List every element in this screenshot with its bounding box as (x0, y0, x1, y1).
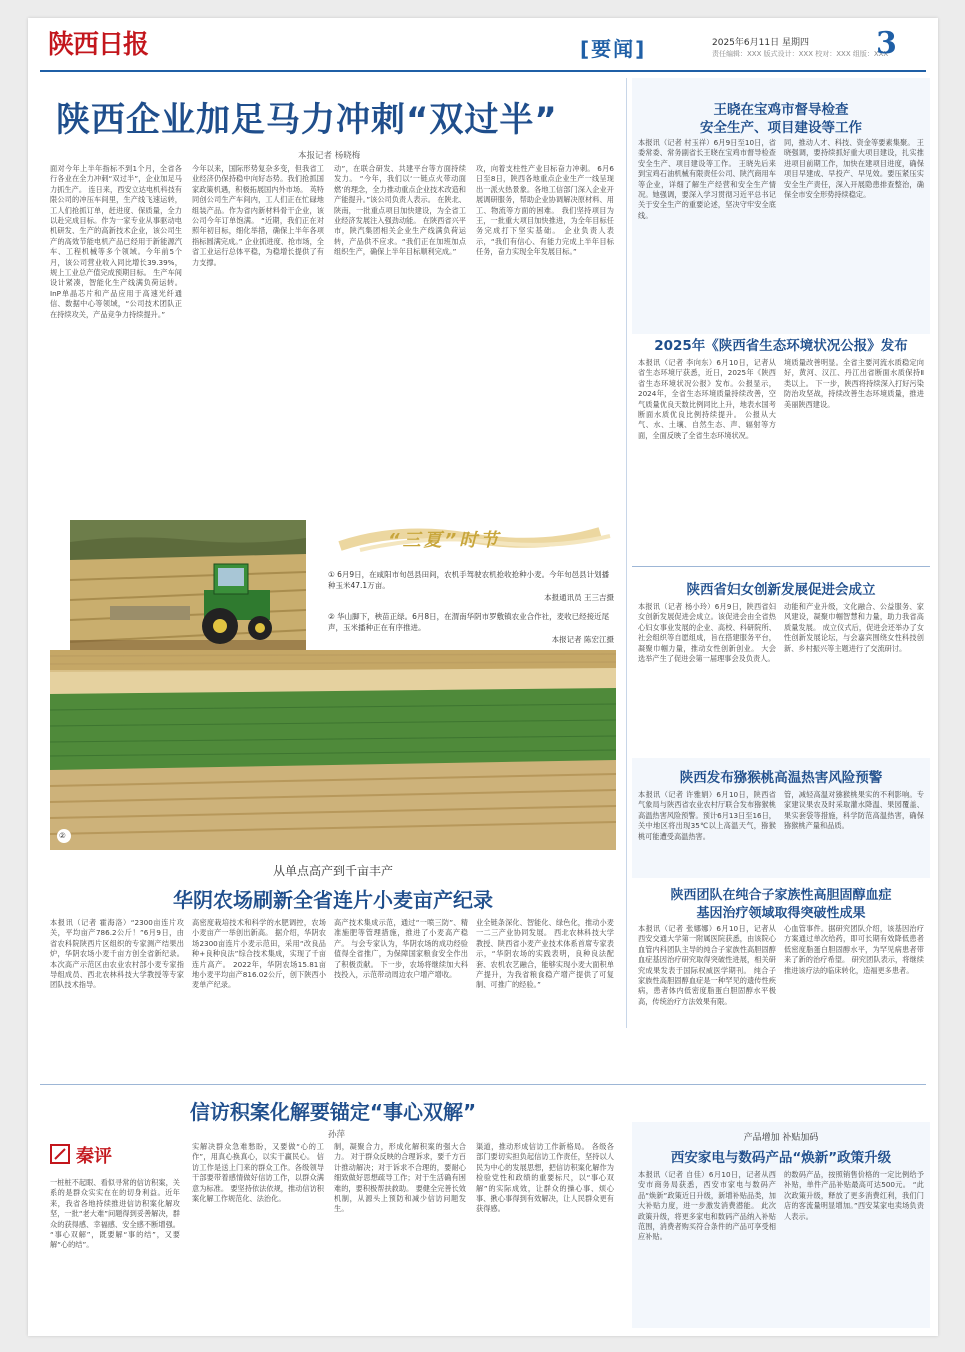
commentary-column-4: 渠道，推动形成信访工作新格局。 各级各部门要切实担负起信访工作责任，坚持以人民为中心的发展思想，把信访积案化解作为检验党性和政绩的重要标尺，以“事心双解”的实际成效，让群众的操心事、烦心事、揪心事得到有效解决，让人民群众更有获得感。 (476, 1142, 614, 1214)
story4-column-2: 管，减轻高温对猕猴桃果实的不利影响。专家建议果农及时采取灌水降温、果园覆盖、果实套袋等措施，科学防范高温热害，确保猕猴桃产量和品质。 (784, 790, 924, 831)
photo-credit-2: 本报记者 陈宏江摄 (551, 635, 614, 644)
story5-headline-2: 基因治疗领域取得突破性成果 (696, 906, 866, 921)
story2-headline: 2025年《陕西省生态环境状况公报》发布 (654, 338, 908, 354)
commentary-column-label (50, 1142, 130, 1168)
sanxia-banner: “三夏”时节 (388, 530, 502, 551)
story1-column-1: 本报讯（记者 村玉祥）6月9日至10日，省委常委、常务副省长王晓在宝鸡市督导检查安全生产、项目建设等工作。 王晓先后来到宝鸡石油机械有限责任公司、陕汽商用车等企业，详细了解生产经营和安全生产情况。她强调，要深入学习贯彻习近平总书记关于安全生产的重要论述，坚决守牢安全底线。 (638, 138, 776, 220)
story3-column-2: 动能和产业升级，文化融合、公益服务、家风建设，凝聚巾帼智慧和力量，助力我省高质量发展。 成立仪式后，促进会还举办了女性创新发展论坛，与会嘉宾围绕女性科技创新、乡村振兴等主题进行了交流研讨。 (784, 602, 924, 653)
huayin-headline: 华阴农场刷新全省连片小麦亩产纪录 (173, 888, 493, 912)
story6-headline: 西安家电与数码产品“焕新”政策升级 (670, 1150, 892, 1166)
story6-column-2: 的数码产品，按照销售价格的一定比例给予补贴，单件产品补贴最高可达500元。 “此次政策升级，释放了更多消费红利，我们门店的客流量明显增加。”西安某家电卖场负责人表示。 (784, 1170, 924, 1221)
photo-credit-1: 本报通讯员 王三吉摄 (544, 593, 614, 602)
lead-column-3: 动”，在联合研发、共建平台等方面持续发力。 “今年，我们以‘一链点火带动面燃’的理念，全力推动重点企业技术改造和产能提升。”该公司负责人表示。 在陕北、陕南，一批重点项目加快建设，为全省工业经济发展注入强劲动能。 在陕西省兴平市，陕汽集团相关企业生产线满负荷运转，产品供不应求。“我们正在加班加点组织生产，确保上半年目标顺利完成。” (334, 164, 466, 257)
commentary-author: 孙萍 (328, 1130, 346, 1140)
fields-aerial-image (50, 650, 616, 850)
commentary-column-3: 制，凝聚合力，形成化解积案的强大合力。 对于群众反映的合理诉求，要千方百计推动解决；对于诉求不合理的，要耐心细致做好思想疏导工作；对于生活确有困难的，要积极帮扶救助。 要健全完善长效机制，从源头上预防和减少信访问题发生。 (334, 1142, 466, 1214)
story5-headline-1: 陕西团队在纯合子家族性高胆固醇血症 (670, 888, 892, 903)
huayin-column-4: 业全链条深化、智能化、绿色化，推动小麦一二三产业协同发展。 西北农林科技大学教授、陕西省小麦产业技术体系首席专家表示，“华阴农场的实践表明，良种良法配套、农机农艺融合，能够实现小麦大面积单产提升，为我省粮食稳产增产提供了可复制、可推广的经验。” (476, 918, 614, 990)
photo-caption-1: ① 6月9日，在咸阳市旬邑县田间，农机手驾驶农机抢收抢种小麦。今年旬邑县计划播种玉米47.1万亩。 (328, 570, 610, 590)
newspaper-page (28, 18, 938, 1336)
section-label: [要闻] (580, 37, 647, 61)
pen-icon (50, 1144, 70, 1164)
story3-column-1: 本报讯（记者 杨小玲）6月9日，陕西省妇女创新发展促进会成立。该促进会由全省热心妇女事业发展的企业、高校、科研院所、社会组织等自愿组成，旨在搭建服务平台，凝聚巾帼力量，推动女性创新创业。 大会选举产生了促进会第一届理事会及负责人。 (638, 602, 776, 664)
story6-column-1: 本报讯（记者 自佳）6月10日，记者从西安市商务局获悉，西安市家电与数码产品“焕新”政策近日升级，新增补贴品类，加大补贴力度，进一步激发消费潜能。 此次政策升级，将更多家电和数码产品纳入补贴范围，消费者购买符合条件的产品可享受相应补贴。 (638, 1170, 776, 1242)
commentary-column-1: 一桩桩不起眼、看似寻常的信访积案，关系的是群众实实在在的切身利益。近年来，我省各地持续推进信访积案化解攻坚，一批“老大难”问题得到妥善解决，群众的获得感、幸福感、安全感不断增强。 “事心双解”，既要解“事的结”，又要解“心的结”。 (50, 1178, 180, 1250)
story4-headline: 陕西发布猕猴桃高温热害风险预警 (679, 770, 883, 786)
photo-caption-2: ② 华山脚下，秧苗正绿。6月8日，在渭南华阴市罗敷镇农业合作社，麦收已经接近尾声，玉米播种正在有序推进。 (328, 612, 610, 632)
rule (632, 566, 930, 567)
story6-tag: 产品增加 补贴加码 (743, 1133, 819, 1143)
commentary-headline: 信访积案化解要锚定“事心双解” (189, 1100, 477, 1124)
lead-headline: 陕西企业加足马力冲刺“双过半” (56, 100, 558, 140)
lead-column-2: 今年以来，国际形势复杂多变，但我省工业经济仍保持稳中向好态势。我们抢抓国家政策机遇，积极拓展国内外市场。 英特同创公司生产车间内，工人们正在忙碌地组装产品。作为省内新材料骨干企业，该公司今年订单饱满。 “近期，我们正在对照年初目标，细化举措，确保上半年各项指标圆满完成。” 企业抓进度、抢市场，全省工业运行总体平稳，为稳增长提供了有力支撑。 (192, 164, 324, 267)
commentary-column-2: 实解决群众急难愁盼，又要做“心的工作”，用真心换真心，以实干赢民心。 信访工作是送上门来的群众工作。各级领导干部要带着感情做好信访工作，以群众满意为标准。 要坚持依法依规，推动信访积案化解工作规范化、法治化。 (192, 1142, 324, 1204)
masthead-rule (40, 70, 926, 72)
story1-headline-1: 王晓在宝鸡市督导检查 (713, 102, 849, 118)
page-number: 3 (876, 26, 897, 61)
story2-column-1: 本报讯（记者 李向东）6月10日，记者从省生态环境厅获悉，近日，2025年《陕西省生态环境状况公报》发布。公报显示，2024年，全省生态环境质量持续改善，空气质量优良天数比例同比上升，地表水国考断面水质优良比例持续提升。 公报从大气、水、土壤、自然生态、声、辐射等方面，全面反映了全省生态环境状况。 (638, 358, 776, 440)
story2-column-2: 境质量改善明显。全省主要河流水质稳定向好，黄河、汉江、丹江出省断面水质保持Ⅱ类以上。 下一步，陕西将持续深入打好污染防治攻坚战，持续改善生态环境质量，推进美丽陕西建设。 (784, 358, 924, 409)
masthead-logo: 陕西日报 (48, 30, 149, 60)
story5-column-1: 本报讯（记者 张娜娜）6月10日，记者从西安交通大学第一附属医院获悉，由该院心血管内科团队主导的纯合子家族性高胆固醇血症基因治疗研究取得突破性进展，相关研究成果发表于国际权威医学期刊。 纯合子家族性高胆固醇血症是一种罕见的遗传性疾病，患者体内低密度脂蛋白胆固醇水平极高，传统治疗方法效果有限。 (638, 924, 776, 1006)
story1-headline-2: 安全生产、项目建设等工作 (700, 120, 862, 136)
story4-column-1: 本报讯（记者 许雅娟）6月10日，陕西省气象局与陕西省农业农村厅联合发布猕猴桃高温热害风险预警。预计6月13日至16日，关中地区将出现35℃以上高温天气，猕猴桃可能遭受高温热害。 (638, 790, 776, 841)
photo-number-2: ② (59, 831, 66, 840)
lead-column-4: 攻，向着支柱性产业目标奋力冲刺。 6月6日至8日，陕西各地重点企业生产一线呈现出一派火热景象。各地工信部门深入企业开展调研服务，帮助企业协调解决原材料、用工、物流等方面的困难。 我们坚持项目为王，一批重大项目加快推进，为全年目标任务完成打下坚实基础。 企业负责人表示，“我们有信心、有能力完成上半年目标任务，奋力实现全年发展目标。” (476, 164, 614, 257)
huayin-column-3: 高产技术集成示范，通过“一喷三防”、精准施肥等管理措施，推进了小麦高产稳产。 与会专家认为，华阴农场的成功经验值得全省推广，为保障国家粮食安全作出了积极贡献。 下一步，农场将继续加大科技投入，示范带动周边农户增产增收。 (334, 918, 468, 980)
story5-column-2: 心血管事件。据研究团队介绍，该基因治疗方案通过单次给药，即可长期有效降低患者低密度脂蛋白胆固醇水平，为罕见病患者带来了新的治疗希望。 研究团队表示，将继续推进该疗法的临床转化，造福更多患者。 (784, 924, 924, 975)
column-divider (626, 78, 627, 1028)
story3-headline: 陕西省妇女创新发展促进会成立 (686, 582, 876, 598)
lead-byline: 本报记者 杨晓梅 (298, 151, 361, 161)
story1-column-2: 同，推动人才、科技、资金等要素集聚。 王晓强调，要持续抓好重大项目建设，扎实推进项目前期工作，加快在建项目进度，确保项目早建成、早投产、早见效。要压紧压实安全生产责任，深入开展隐患排查整治，确保全市安全形势持续稳定。 (784, 138, 924, 200)
lead-column-1: 面对今年上半年指标不到1个月，全省各行各业在全力冲刺“双过半”，企业加足马力抓生产。 连日来，西安立达电机科技有限公司的冲压车间里，生产线飞速运转，工人们抢抓订单，赶进度、保质量，全力以赴完成目标。作为一家专业从事驱动电机研发、生产的高新技术企业，该公司生产的高效节能电机产品已经用于新能源汽车、工程机械等多个领域。今年前5个月，该公司营业收入同比增长39.39%，规上工业总产值完成预期目标。 生产车间设计紧凑，智能化生产线满负荷运转。 InP单晶芯片和产品应用于高速光纤通信、数据中心等领域，“公司技术团队正在持续攻关，产品竞争力持续提升。” (50, 164, 182, 319)
issue-date: 2025年6月11日 星期四 (712, 38, 809, 48)
huayin-column-2: 高密度栽培技术和科学的水肥调控，农场小麦亩产一举创出新高。 据介绍，华阴农场2300亩连片小麦示范田，采用“改良品种+良种良法”综合技术集成，实现了千亩连片高产。 2022年，华阴农场15.81亩地小麦平均亩产816.02公斤，创下陕西小麦单产纪录。 (192, 918, 326, 990)
huayin-kicker: 从单点高产到千亩丰产 (272, 864, 393, 878)
fields-aerial-photo (50, 650, 616, 850)
section-name: 要闻 (591, 37, 636, 61)
huayin-column-1: 本报讯（记者 霍海洛）“2300亩连片攻关，平均亩产786.2公斤！”6月9日，由省农科院陕西片区组织的专家测产结果出炉，华阴农场小麦千亩方创全省新纪录。 本次高产示范区由农业农村部小麦专家指导组成员、西北农林科技大学教授等专家团队技术指导。 (50, 918, 184, 990)
editor-info: 责任编辑：XXX 版式设计：XXX 校对：XXX 组版：XXX (712, 50, 889, 58)
column-name: 秦评 (76, 1146, 112, 1167)
